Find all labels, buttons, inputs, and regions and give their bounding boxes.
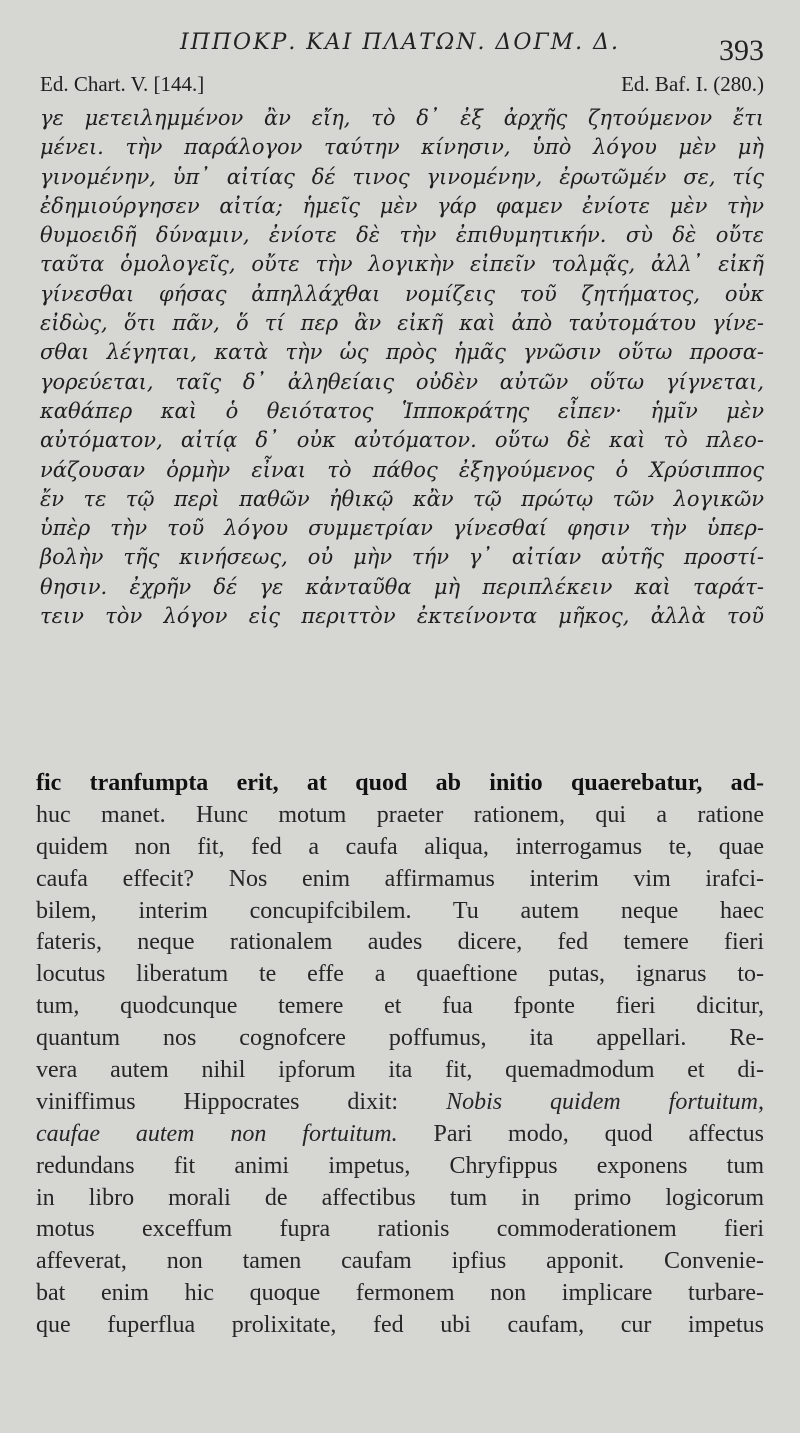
greek-line: θησιν. ἐχρῆν δέ γε κἀνταῦθα μὴ περιπλέκειν καὶ ταράτ-: [40, 574, 764, 599]
latin-line: bat enim hic quoque fermonem non implicare turbare-: [36, 1280, 764, 1307]
latin-roman-span: viniffimus Hippocrates dixit:: [36, 1088, 399, 1115]
latin-line: motus exceffum fupra rationis commoderationem fieri: [36, 1216, 764, 1243]
edition-reference-line: [40, 72, 764, 102]
latin-line: affeverat, non tamen caufam ipfius apponit. Convenie-: [36, 1248, 764, 1275]
latin-text-block: [36, 768, 764, 1342]
greek-line: εἰδὼς, ὅτι πᾶν, ὅ τί περ ἂν εἰκῆ καὶ ἀπὸ ταὐτομάτου γίνε-: [40, 311, 764, 336]
latin-line: redundans fit animi impetus, Chryfippus exponens tum: [36, 1152, 764, 1179]
latin-line-with-quote: [36, 1087, 764, 1119]
latin-roman-span: Pari modo, quod affectus: [433, 1120, 765, 1147]
latin-line: que fuperflua prolixitate, fed ubi caufam, cur impetus: [36, 1312, 764, 1339]
greek-line: γορεύεται, ταῖς δ᾽ ἀληθείαις οὐδὲν αὐτῶν οὕτω γίγνεται,: [40, 369, 764, 394]
edition-chartier: Ed. Chart. V. [144.]: [40, 72, 205, 96]
greek-line: ταῦτα ὁμολογεῖς, οὔτε τὴν λογικὴν εἰπεῖν τολμᾷς, ἀλλ᾽ εἰκῆ: [40, 252, 764, 277]
greek-line: γινομένην, ὑπ᾽ αἰτίας δέ τινος γινομένην, ἐρωτῶμέν σε, τίς: [40, 164, 764, 189]
greek-line: ἔν τε τῷ περὶ παθῶν ἠθικῷ κἂν τῷ πρώτῳ τῶν λογικῶν: [40, 486, 764, 511]
greek-line: νάζουσαν ὁρμὴν εἶναι τὸ πάθος ἐξηγούμενος ὁ Χρύσιππος: [40, 457, 764, 482]
latin-line: in libro morali de affectibus tum in primo logicorum: [36, 1184, 764, 1211]
greek-line: σθαι λέγηται, κατὰ τὴν ὡς πρὸς ἡμᾶς γνῶσιν οὕτω προσα-: [40, 340, 764, 365]
greek-line: βολὴν τῆς κινήσεως, οὐ μὴν τήν γ᾽ αἰτίαν αὐτῆς προστί-: [40, 545, 764, 570]
greek-line: μένει. τὴν παράλογον ταύτην κίνησιν, ὑπὸ λόγου μὲν μὴ: [40, 135, 764, 160]
hippocrates-quote-italic: caufae autem non fortuitum.: [36, 1120, 398, 1147]
latin-line: quantum nos cognofcere poffumus, ita appellari. Re-: [36, 1025, 764, 1052]
latin-line: vera autem nihil ipforum ita fit, quemadmodum et di-: [36, 1057, 764, 1084]
latin-line: fic tranfumpta erit, at quod ab initio quaerebatur, ad-: [36, 770, 764, 796]
greek-text-block: [40, 104, 764, 631]
running-head: [0, 22, 800, 66]
latin-line-with-quote: [36, 1119, 764, 1151]
latin-line: locutus liberatum te effe a quaeftione putas, ignarus to-: [36, 961, 764, 988]
latin-line: bilem, interim concupifcibilem. Tu autem neque haec: [36, 897, 764, 924]
latin-line: tum, quodcunque temere et fua fponte fieri dicitur,: [36, 993, 764, 1020]
page-number: 393: [719, 34, 764, 67]
running-title: ΙΠΠΟΚΡ. ΚΑΙ ΠΛΑΤΩΝ. ΔΟΓΜ. Δ.: [179, 30, 621, 55]
latin-line: quidem non fit, fed a caufa aliqua, interrogamus te, quae: [36, 833, 764, 860]
latin-line: huc manet. Hunc motum praeter rationem, qui a ratione: [36, 801, 764, 828]
edition-basel: Ed. Baf. I. (280.): [621, 72, 764, 96]
hippocrates-quote-italic: Nobis quidem fortuitum,: [446, 1088, 765, 1115]
greek-line: τειν τὸν λόγον εἰς περιττὸν ἐκτείνοντα μῆκος, ἀλλὰ τοῦ: [40, 604, 764, 629]
greek-line: καθάπερ καὶ ὁ θειότατος Ἱπποκράτης εἶπεν· ἡμῖν μὲν: [40, 398, 764, 423]
greek-line: αὐτόματον, αἰτίᾳ δ᾽ οὐκ αὐτόματον. οὕτω δὲ καὶ τὸ πλεο-: [40, 428, 764, 453]
greek-line: γε μετειλημμένον ἂν εἴη, τὸ δ᾽ ἐξ ἀρχῆς ζητούμενον ἔτι: [40, 106, 764, 130]
greek-line: θυμοειδῆ δύναμιν, ἐνίοτε δὲ τὴν ἐπιθυμητικήν. σὺ δὲ οὔτε: [40, 223, 764, 248]
greek-line: γίνεσθαι φήσας ἀπηλλάχθαι νομίζεις τοῦ ζητήματος, οὐκ: [40, 281, 764, 306]
greek-line: ἐδημιούργησεν αἰτία; ἡμεῖς μὲν γάρ φαμεν ἐνίοτε μὲν τὴν: [40, 193, 764, 218]
latin-line: fateris, neque rationalem audes dicere, fed temere fieri: [36, 929, 764, 956]
latin-line: caufa effecit? Nos enim affirmamus interim vim irafci-: [36, 865, 764, 892]
greek-line: ὑπὲρ τὴν τοῦ λόγου συμμετρίαν γίνεσθαί φησιν τὴν ὑπερ-: [40, 516, 764, 541]
